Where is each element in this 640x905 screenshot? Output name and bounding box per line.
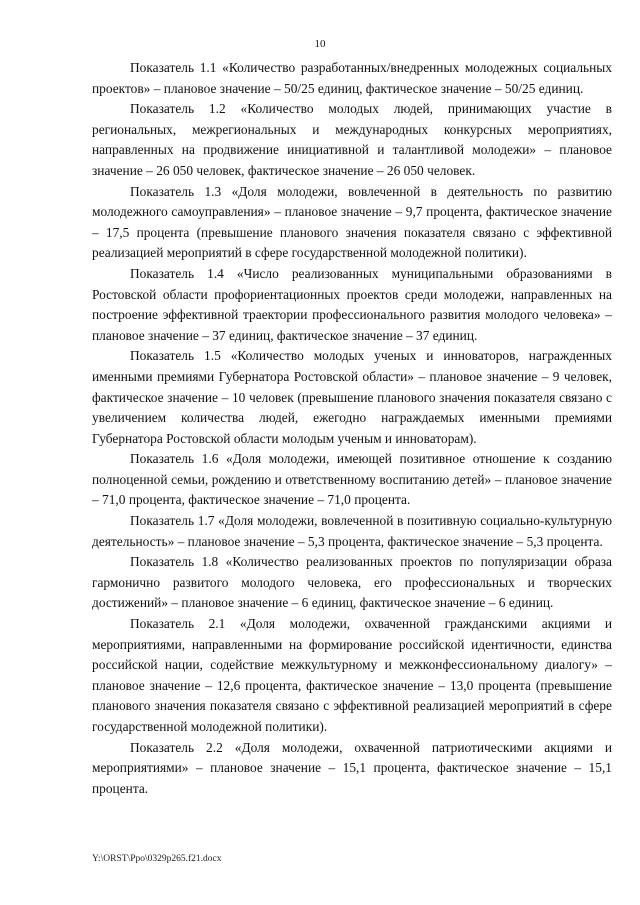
paragraph-indicator-1-6: Показатель 1.6 «Доля молодежи, имеющей позитивное отношение к созданию полноценной семьи, рождению и ответственному воспитанию детей» – плановое значение – 71,0 процента, фактическое значение – 71,0 процента. (92, 451, 612, 508)
footer-file-path: Y:\ORST\Ppo\0329p265.f21.docx (92, 854, 222, 864)
paragraph-indicator-1-2: Показатель 1.2 «Количество молодых людей, принимающих участие в региональных, межрегиональных и международных конкурсных мероприятиях, направленных на продвижение инициативной и талантливой молодежи» – плановое значение – 26 050 человек, фактическое значение – 26 050 человек. (92, 101, 612, 178)
page-number: 10 (314, 38, 326, 50)
paragraph-indicator-1-7: Показатель 1.7 «Доля молодежи, вовлеченной в позитивную социально-культурную деятельность» – плановое значение – 5,3 процента, фактическое значение – 5,3 процента. (92, 513, 612, 549)
paragraph-indicator-1-3: Показатель 1.3 «Доля молодежи, вовлеченной в деятельность по развитию молодежного самоуправления» – плановое значение – 9,7 процента, фактическое значение – 17,5 процента (превышение планового значения показателя связано с эффективной реализацией мероприятий в сфере государственной молодежной политики). (92, 183, 612, 261)
paragraph-indicator-1-5: Показатель 1.5 «Количество молодых ученых и инноваторов, награжденных именными премиями Губернатора Ростовской области» – плановое значение – 9 человек, фактическое значение – 10 человек (превышение планового значения показателя связано с увеличением количества людей, ежегодно награждаемых именными премиями Губернатора Ростовской области молодым ученым и инноваторам). (92, 348, 612, 446)
paragraph-indicator-1-1: Показатель 1.1 «Количество разработанных/внедренных молодежных социальных проектов» – плановое значение – 50/25 единиц, фактическое значение – 50/25 единиц. (92, 60, 612, 96)
paragraph-indicator-2-2: Показатель 2.2 «Доля молодежи, охваченной патриотическими акциями и мероприятиями» – плановое значение – 15,1 процента, фактическое значение – 15,1 процента. (92, 739, 612, 796)
document-body (92, 58, 612, 799)
paragraph-indicator-1-4: Показатель 1.4 «Число реализованных муниципальными образованиями в Ростовской области профориентационных проектов среди молодежи, направленных на построение эффективной траектории профессионального развития молодого человека» – плановое значение – 37 единиц, фактическое значение – 37 единиц. (92, 265, 612, 343)
paragraph-indicator-1-8: Показатель 1.8 «Количество реализованных проектов по популяризации образа гармонично развитого молодого человека, его профессиональных и творческих достижений» – плановое значение – 6 единиц, фактическое значение – 6 единиц. (92, 554, 612, 611)
paragraph-indicator-2-1: Показатель 2.1 «Доля молодежи, охваченной гражданскими акциями и мероприятиями, направленными на формирование российской идентичности, единства российской нации, содействие межкультурному и межконфессиональному диалогу» – плановое значение – 12,6 процента, фактическое значение – 13,0 процента (превышение планового значения показателя связано с эффективной реализацией мероприятий в сфере государственной молодежной политики). (92, 616, 612, 734)
